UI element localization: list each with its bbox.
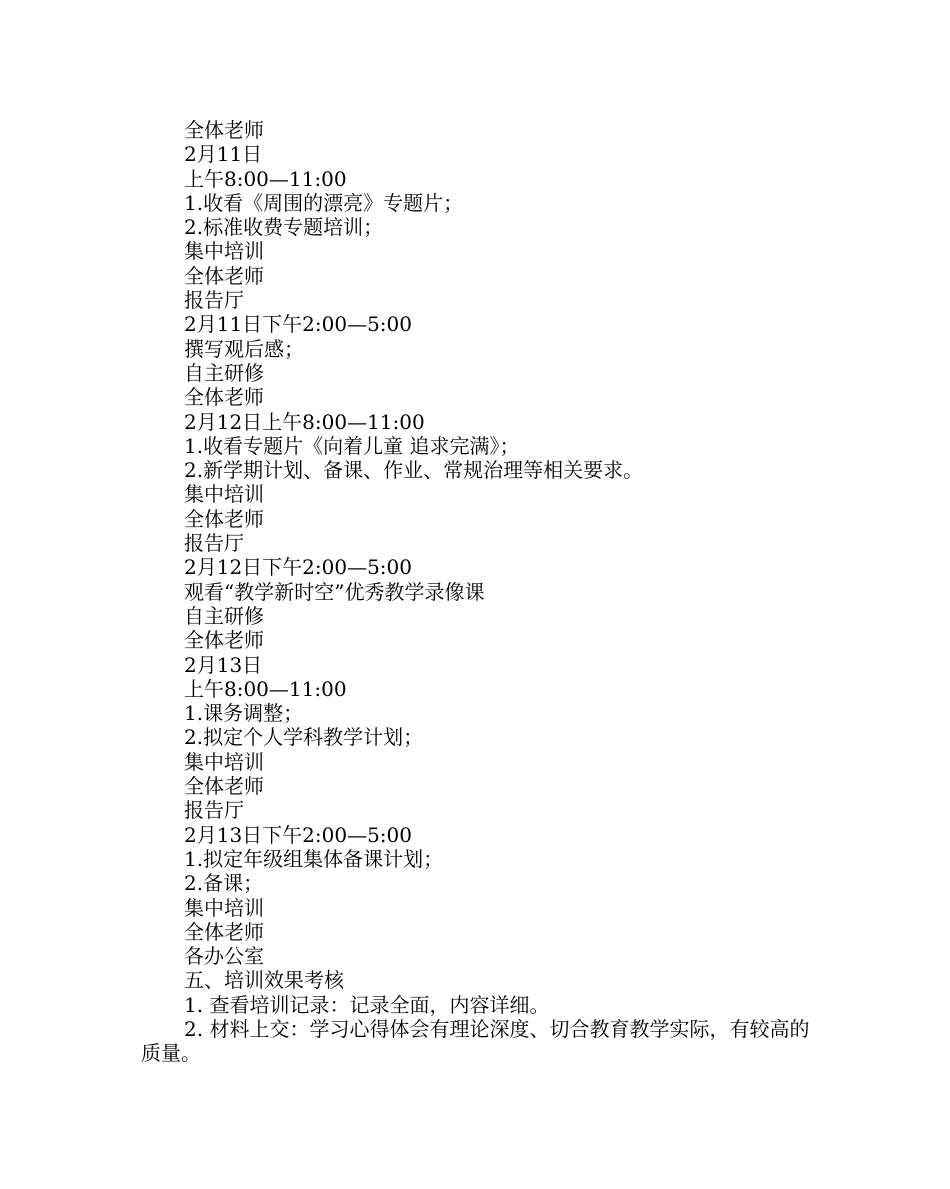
- text-line: 2.拟定个人学科教学计划；: [184, 725, 424, 750]
- text-line: 报告厅: [184, 798, 244, 823]
- text-line: 集中培训: [184, 239, 264, 264]
- document-body: [141, 118, 821, 1066]
- text-line: 报告厅: [184, 288, 244, 313]
- text-line: 自主研修: [184, 360, 264, 385]
- text-line: 全体老师: [184, 385, 264, 410]
- text-line: 集中培训: [184, 895, 264, 920]
- text-line: 2.标准收费专题培训；: [184, 215, 384, 240]
- text-line: 1.拟定年级组集体备课计划；: [184, 846, 444, 871]
- text-line: 撰写观后感；: [184, 336, 304, 361]
- text-line: 1.收看《周围的漂亮》专题片；: [184, 190, 464, 215]
- text-line: 集中培训: [184, 482, 264, 507]
- text-line: 2.新学期计划、备课、作业、常规治理等相关要求。: [184, 458, 644, 483]
- text-line: 2.备课；: [184, 871, 264, 896]
- assessment-item: 2. 材料上交：学习心得体会有理论深度、切合教育教学实际，有较高的质量。: [141, 1016, 810, 1066]
- text-line: 2月12日上午8:00—11:00: [184, 409, 425, 434]
- text-line: 2月13日下午2:00—5:00: [184, 822, 412, 847]
- text-line: 1.收看专题片《向着儿童 追求完满》；: [184, 433, 520, 458]
- section-heading: 五、培训效果考核: [184, 968, 344, 993]
- text-line: 全体老师: [184, 628, 264, 653]
- text-line: 上午8:00—11:00: [184, 676, 347, 701]
- text-line: 2月11日下午2:00—5:00: [184, 312, 412, 337]
- text-line: 报告厅: [184, 531, 244, 556]
- text-line: 自主研修: [184, 603, 264, 628]
- assessment-item: 1. 查看培训记录：记录全面，内容详细。: [184, 992, 550, 1017]
- text-line: 观看“教学新时空”优秀教学录像课: [184, 579, 485, 604]
- text-line: 全体老师: [184, 118, 264, 142]
- text-line: 2月11日: [184, 142, 263, 167]
- text-line: 全体老师: [184, 263, 264, 288]
- text-line: 集中培训: [184, 749, 264, 774]
- text-line: 各办公室: [184, 944, 264, 969]
- text-line: 2月12日下午2:00—5:00: [184, 555, 412, 580]
- text-line: 全体老师: [184, 919, 264, 944]
- text-line: 全体老师: [184, 774, 264, 799]
- text-line: 全体老师: [184, 506, 264, 531]
- text-line: 2月13日: [184, 652, 263, 677]
- text-line: 1.课务调整；: [184, 701, 304, 726]
- text-line: 上午8:00—11:00: [184, 166, 347, 191]
